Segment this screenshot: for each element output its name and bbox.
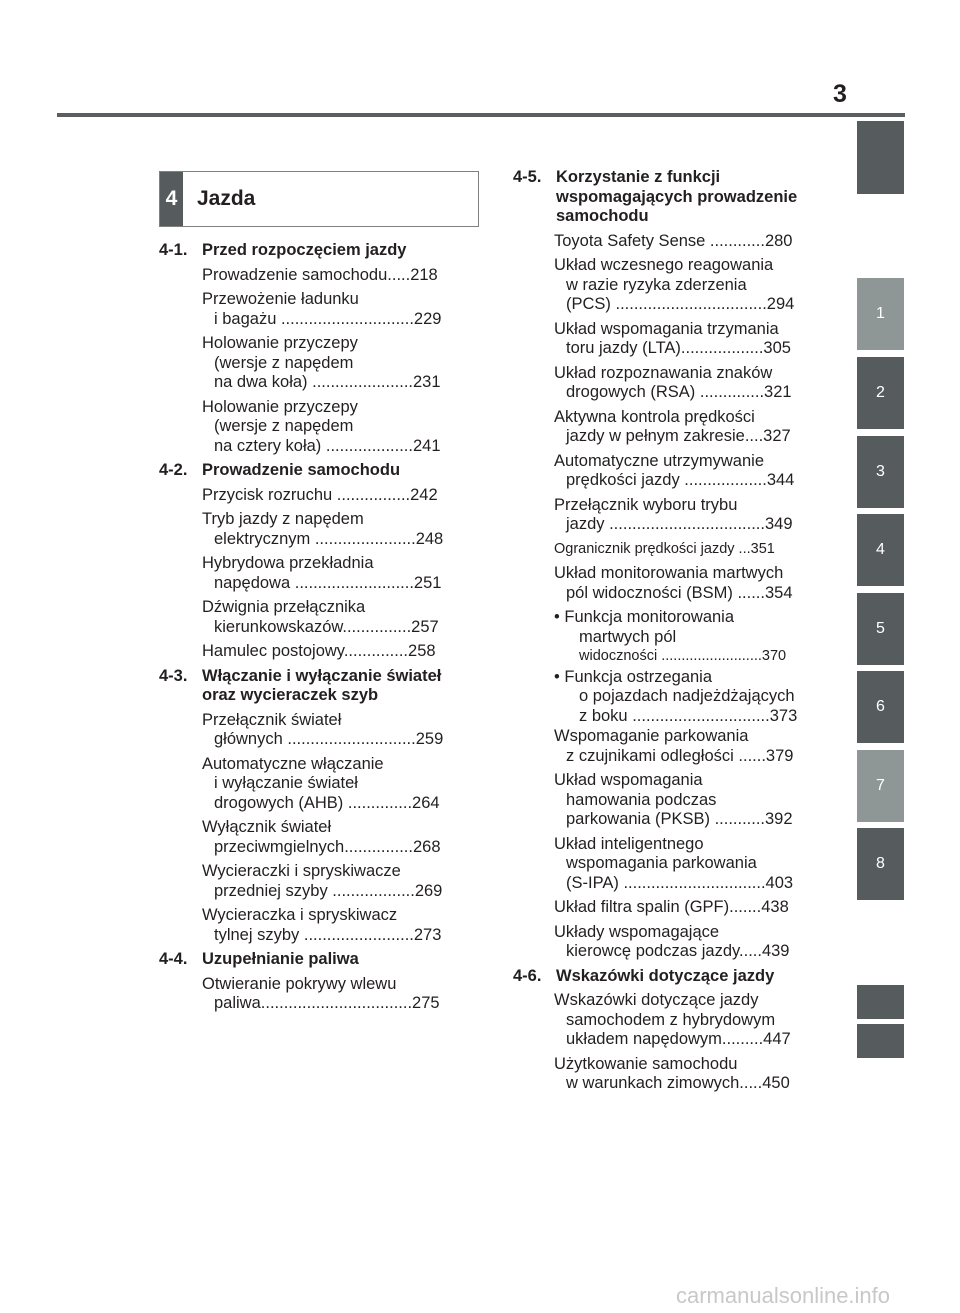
toc-entry-line: Przełącznik świateł — [202, 710, 342, 729]
toc-section-heading[interactable] — [513, 168, 833, 227]
toc-entry[interactable] — [202, 862, 479, 901]
toc-entry[interactable] — [202, 398, 479, 457]
toc-entry-line: Układ filtra spalin (GPF).......438 — [554, 898, 789, 916]
chapter-tab-6[interactable]: 6 — [857, 671, 904, 743]
toc-entry-line: Przełącznik wyboru trybu — [554, 495, 738, 514]
toc-entry-line: Hamulec postojowy..............258 — [202, 642, 436, 660]
chapter-tab-4[interactable]: 4 — [857, 514, 904, 586]
toc-entry-line: Tryb jazdy z napędem — [202, 510, 364, 528]
toc-entry-line: drogowych (RSA) ..............321 — [566, 383, 792, 401]
toc-entry[interactable] — [554, 452, 833, 491]
toc-entry-line: tylnej szyby ........................273 — [214, 925, 442, 944]
toc-entry-line: Wskazówki dotyczące jazdy — [554, 991, 759, 1009]
toc-entry[interactable] — [202, 975, 479, 1014]
toc-entry[interactable] — [202, 510, 479, 549]
toc-entry[interactable] — [202, 755, 479, 814]
toc-entry[interactable] — [554, 496, 833, 535]
toc-entry[interactable] — [554, 256, 833, 315]
toc-entry[interactable] — [554, 540, 833, 560]
toc-section-number: 4-1. — [159, 241, 188, 259]
toc-entry-line: • Funkcja ostrzegania — [554, 667, 713, 686]
toc-entry-line: Wycieraczka i spryskiwacz — [202, 906, 398, 924]
toc-sub-entry[interactable] — [554, 608, 833, 667]
toc-entry-line: prędkości jazdy ..................344 — [566, 471, 795, 489]
toc-section-heading[interactable] — [159, 667, 479, 706]
chapter-tab-2[interactable]: 2 — [857, 357, 904, 429]
toc-entry-line: Użytkowanie samochodu — [554, 1054, 738, 1073]
toc-entry-line: kierunkowskazów...............257 — [214, 617, 439, 636]
section-title: Jazda — [197, 187, 256, 210]
toc-entry[interactable] — [554, 564, 833, 603]
toc-entry-line: jazdy ..................................349 — [566, 515, 793, 533]
toc-entry-line: Przewożenie ładunku — [202, 290, 359, 308]
toc-entry-line: w warunkach zimowych.....450 — [566, 1074, 790, 1092]
toc-entry-line: Holowanie przyczepy — [202, 334, 358, 352]
toc-entry-line: przedniej szyby ..................269 — [214, 881, 443, 900]
toc-entry-line: Holowanie przyczepy — [202, 397, 358, 416]
toc-section-number: 4-6. — [513, 966, 542, 985]
toc-entry-line: toru jazdy (LTA)..................305 — [566, 339, 791, 357]
toc-entry-line: Automatyczne utrzymywanie — [554, 451, 764, 470]
toc-entry-line: i wyłączanie świateł — [214, 774, 358, 792]
toc-entry-line: Dźwignia przełącznika — [202, 598, 366, 616]
toc-entry-line: (wersje z napędem — [214, 417, 354, 435]
toc-section-title: Korzystanie z funkcji wspomagających prowadzenie samochodu — [556, 168, 798, 225]
toc-entry-line: na cztery koła) ...................241 — [214, 436, 441, 455]
toc-entry-line: z czujnikami odległości ......379 — [566, 746, 794, 765]
toc-entry-line: hamowania podczas — [566, 790, 717, 809]
toc-entry[interactable] — [554, 232, 833, 252]
toc-entry[interactable] — [202, 266, 479, 286]
toc-entry[interactable] — [202, 711, 479, 750]
toc-entry-line: i bagażu .............................229 — [214, 309, 442, 328]
toc-entry[interactable] — [202, 906, 479, 945]
toc-section-heading[interactable] — [159, 461, 479, 481]
toc-entry[interactable] — [202, 334, 479, 393]
chapter-tab-index-a[interactable] — [857, 985, 904, 1019]
toc-section-number: 4-5. — [513, 168, 542, 186]
toc-entry[interactable] — [202, 642, 479, 662]
toc-entry-line: Wspomaganie parkowania — [554, 727, 749, 745]
toc-entry-line: w razie ryzyka zderzenia — [566, 275, 747, 294]
toc-entry-line: Automatyczne włączanie — [202, 754, 384, 773]
page-number: 3 — [833, 80, 847, 108]
toc-entry-line: (S-IPA) ...............................403 — [566, 873, 794, 892]
toc-section-heading[interactable] — [159, 241, 479, 261]
toc-entry-line: Hybrydowa przekładnia — [202, 554, 374, 572]
watermark: carmanualsonline.info — [676, 1283, 891, 1308]
toc-entry-line: Układ inteligentnego — [554, 834, 704, 853]
toc-entry-line: elektrycznym ......................248 — [214, 529, 444, 548]
toc-entry-line: Prowadzenie samochodu.....218 — [202, 265, 438, 284]
toc-entry[interactable] — [554, 727, 833, 766]
toc-entry-line: widoczności .........................370 — [579, 648, 787, 664]
chapter-tab-contents[interactable] — [857, 121, 904, 194]
toc-entry[interactable] — [554, 364, 833, 403]
chapter-tab-3[interactable]: 3 — [857, 436, 904, 508]
chapter-tab-7[interactable]: 7 — [857, 750, 904, 822]
toc-entry[interactable] — [202, 290, 479, 329]
toc-right-column — [513, 168, 833, 1099]
toc-entry[interactable] — [554, 408, 833, 447]
toc-entry[interactable] — [554, 771, 833, 830]
toc-entry-line: napędowa ..........................251 — [214, 573, 442, 592]
toc-entry-line: Aktywna kontrola prędkości — [554, 407, 755, 426]
toc-sub-entry[interactable] — [554, 668, 833, 727]
toc-entry[interactable] — [202, 818, 479, 857]
chapter-tab-1[interactable]: 1 — [857, 278, 904, 350]
toc-entry-line: z boku ..............................373 — [579, 706, 798, 725]
toc-entry[interactable] — [202, 598, 479, 637]
toc-entry[interactable] — [202, 486, 479, 506]
toc-entry-line: Przycisk rozruchu ................242 — [202, 485, 438, 504]
toc-section-title: Wskazówki dotyczące jazdy — [556, 966, 775, 985]
toc-section-number: 4-3. — [159, 666, 188, 685]
section-header — [159, 171, 479, 227]
toc-entry-line: kierowcę podczas jazdy.....439 — [566, 942, 790, 960]
toc-entry-line: wspomagania parkowania — [566, 854, 757, 872]
toc-entry[interactable] — [202, 554, 479, 593]
header-rule — [57, 113, 905, 117]
toc-entry-line: Układ monitorowania martwych — [554, 564, 784, 582]
toc-entry-line: Wycieraczki i spryskiwacze — [202, 862, 401, 880]
toc-entry-line: parkowania (PKSB) ...........392 — [566, 810, 793, 828]
toc-entry-line: Układ rozpoznawania znaków — [554, 363, 773, 382]
chapter-tab-index-b[interactable] — [857, 1024, 904, 1058]
toc-entry-line: układem napędowym.........447 — [566, 1030, 791, 1048]
toc-section-title: Uzupełnianie paliwa — [202, 950, 359, 968]
toc-section-title: Prowadzenie samochodu — [202, 461, 401, 479]
toc-entry-line: Wyłącznik świateł — [202, 818, 332, 836]
toc-entry-line: (wersje z napędem — [214, 353, 354, 372]
toc-entry[interactable] — [554, 320, 833, 359]
toc-entry-line: Otwieranie pokrywy wlewu — [202, 974, 397, 993]
toc-entry-line: paliwa.................................275 — [214, 994, 440, 1012]
toc-section-number: 4-2. — [159, 461, 188, 479]
toc-entry[interactable] — [554, 898, 833, 918]
toc-entry-line: na dwa koła) ......................231 — [214, 373, 441, 391]
toc-entry-line: głównych ............................259 — [214, 730, 444, 748]
toc-entry-line: (PCS) .................................294 — [566, 295, 795, 313]
toc-entry-line: martwych pól — [579, 627, 677, 646]
toc-entry-line: Układ wczesnego reagowania — [554, 256, 774, 274]
chapter-tab-5[interactable]: 5 — [857, 593, 904, 665]
toc-entry-line: o pojazdach nadjeżdżających — [579, 687, 795, 705]
toc-entry-line: Układ wspomagania trzymania — [554, 319, 779, 338]
toc-entry-line: Układ wspomagania — [554, 771, 703, 789]
toc-entry-line: pól widoczności (BSM) ......354 — [566, 583, 793, 602]
toc-left-column — [159, 241, 479, 1019]
section-number: 4 — [160, 172, 183, 226]
toc-entry[interactable] — [554, 1055, 833, 1094]
toc-entry-line: drogowych (AHB) ..............264 — [214, 793, 440, 812]
toc-entry[interactable] — [554, 923, 833, 962]
toc-section-heading[interactable] — [159, 950, 479, 970]
toc-section-number: 4-4. — [159, 950, 188, 968]
toc-entry-line: Układy wspomagające — [554, 922, 720, 941]
toc-entry-line: Toyota Safety Sense ............280 — [554, 231, 793, 250]
toc-entry-line: • Funkcja monitorowania — [554, 608, 735, 626]
toc-entry-line: przeciwmgielnych...............268 — [214, 837, 441, 856]
toc-section-title: Włączanie i wyłączanie świateł oraz wycieraczek szyb — [202, 666, 442, 704]
chapter-tab-8[interactable]: 8 — [857, 828, 904, 900]
toc-entry-line: Ogranicznik prędkości jazdy ...351 — [554, 540, 775, 557]
toc-section-heading[interactable] — [513, 967, 833, 987]
toc-entry-line: jazdy w pełnym zakresie....327 — [566, 427, 791, 445]
toc-entry[interactable] — [554, 991, 833, 1050]
toc-section-title: Przed rozpoczęciem jazdy — [202, 241, 407, 259]
toc-entry[interactable] — [554, 835, 833, 894]
toc-entry-line: samochodem z hybrydowym — [566, 1010, 776, 1029]
